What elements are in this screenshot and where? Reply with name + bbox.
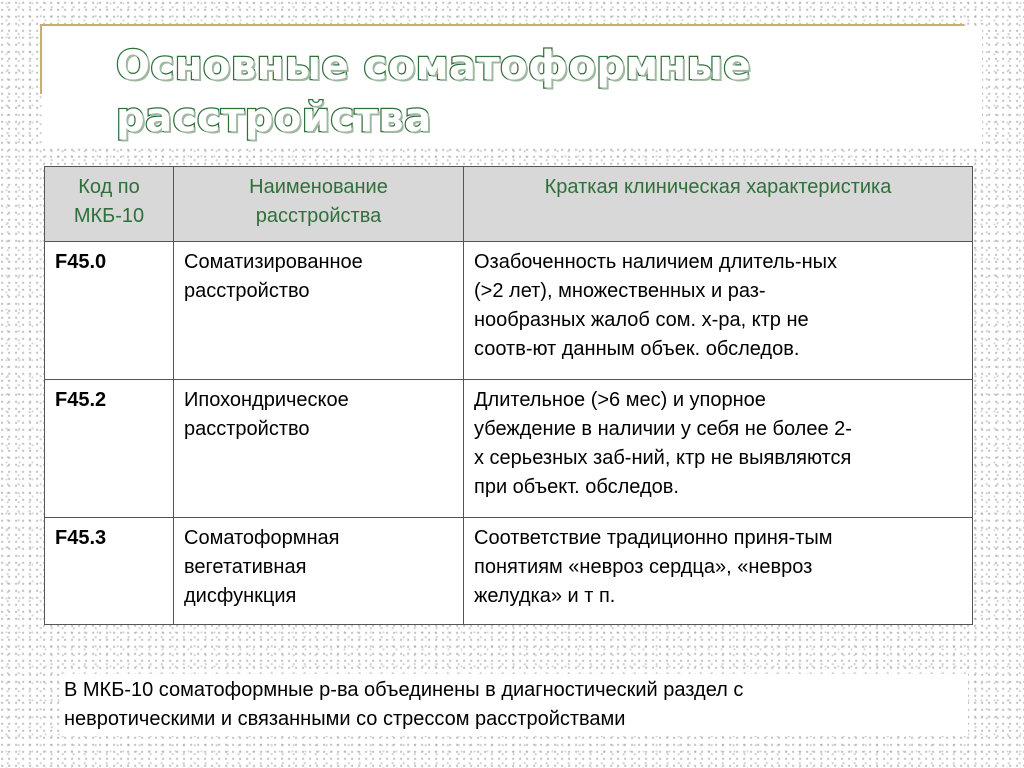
header-code <box>45 167 174 242</box>
row-description-line: Озабоченность наличием длитель-ных <box>474 251 837 273</box>
header-code-line-1: Код по <box>78 176 140 198</box>
table-header-row <box>45 167 973 242</box>
row-description <box>464 380 973 518</box>
footnote-line-1: В МКБ-10 соматоформные р-ва объединены в диагностический раздел с <box>64 679 744 701</box>
header-name-line-1: Наименование <box>249 176 388 198</box>
table-row <box>45 380 973 518</box>
row-description-line: Длительное (>6 мес) и упорное <box>474 389 766 411</box>
disorders-table <box>44 166 973 625</box>
row-name-line: вегетативная <box>184 556 307 578</box>
row-description-line: понятиям «невроз сердца», «невроз <box>474 556 813 578</box>
row-code: F45.2 <box>45 380 174 518</box>
row-name-line: Соматоформная <box>184 527 340 549</box>
row-description-line: Соответствие традиционно приня-тым <box>474 527 833 549</box>
table-row <box>45 242 973 380</box>
row-code: F45.0 <box>45 242 174 380</box>
row-name <box>174 380 464 518</box>
row-description <box>464 518 973 625</box>
row-name-line: расстройство <box>184 280 310 302</box>
row-name-line: расстройство <box>184 418 310 440</box>
row-description-line: нообразных жалоб сом. х-ра, ктр не <box>474 309 809 331</box>
row-description-line: при объект. обследов. <box>474 476 679 498</box>
row-name-line: Соматизированное <box>184 251 363 273</box>
row-description-line: х серьезных заб-ний, ктр не выявляются <box>474 447 852 469</box>
row-description <box>464 242 973 380</box>
row-description-line: соотв-ют данным объек. обследов. <box>474 338 800 360</box>
header-description-line-1: Краткая клиническая характеристика <box>544 176 892 198</box>
slide-title <box>116 40 751 144</box>
table-row <box>45 518 973 625</box>
slide-title-line-1: Основные соматоформные <box>116 43 751 89</box>
header-code-line-2: МКБ-10 <box>73 205 145 227</box>
row-name <box>174 518 464 625</box>
row-description-line: (>2 лет), множественных и раз- <box>474 280 766 302</box>
header-name <box>174 167 464 242</box>
row-description-line: убеждение в наличии у себя не более 2- <box>474 418 852 440</box>
header-name-line-2: расстройства <box>255 205 382 227</box>
row-description-line: желудка» и т п. <box>474 585 616 607</box>
frame-left-rule <box>40 24 42 94</box>
slide-title-line-2: расстройства <box>116 95 432 141</box>
footnote-line-2: невротическими и связанными со стрессом расстройствами <box>64 708 626 730</box>
row-code: F45.3 <box>45 518 174 625</box>
row-name-line: Ипохондрическое <box>184 389 349 411</box>
footnote <box>60 674 968 736</box>
frame-top-rule <box>40 24 964 26</box>
header-description <box>464 167 973 242</box>
row-name-line: дисфункция <box>184 585 297 607</box>
row-name <box>174 242 464 380</box>
